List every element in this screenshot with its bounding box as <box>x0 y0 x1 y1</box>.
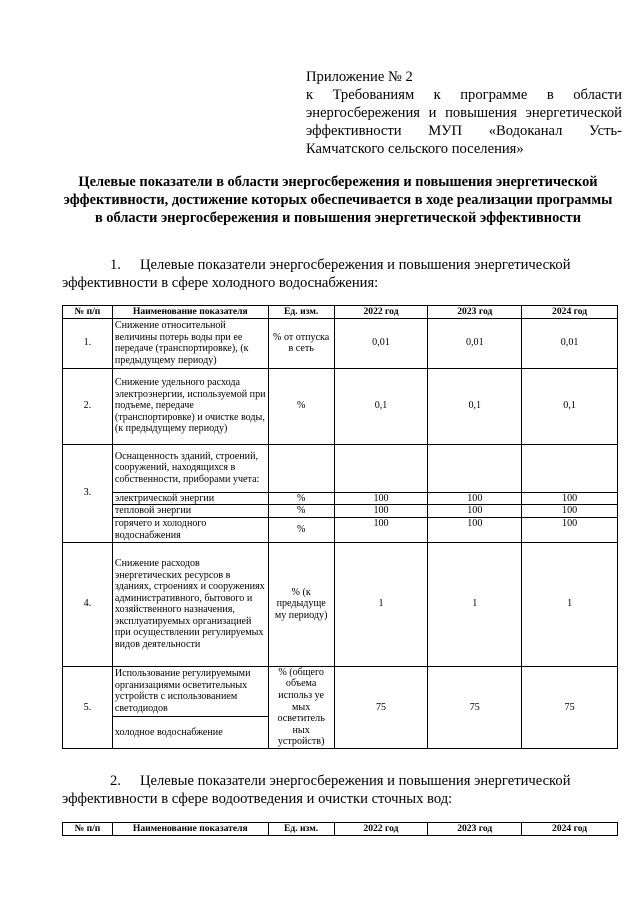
section-1-heading <box>62 256 618 292</box>
subrow-name: горячего и холодного водоснабжения <box>112 517 268 542</box>
subrow-value-2023: 100 <box>428 505 522 518</box>
row-value-2022: 0,1 <box>334 368 428 444</box>
section-number: 1. <box>110 257 121 273</box>
row-num: 2. <box>63 368 113 444</box>
document-title: Целевые показатели в области энергосбережения и повышения энергетической эффективности, достижение которых обеспечивается в ходе реализации программы в области энергосбережения и повышения энергетической эффективности <box>63 174 613 226</box>
row-unit-empty <box>268 444 334 492</box>
subrow-value-2024: 100 <box>522 517 618 542</box>
header-num: № п/п <box>63 306 113 319</box>
row-num: 5. <box>63 666 113 748</box>
row-name: Оснащенность зданий, строений, сооружений, находящихся в собственности, приборами учета: <box>112 444 268 492</box>
row-value-2024: 0,1 <box>522 368 618 444</box>
section-number: 2. <box>110 773 121 789</box>
header-unit: Ед. изм. <box>268 306 334 319</box>
row-value-2024: 0,01 <box>522 318 618 368</box>
table-subrow <box>63 492 618 505</box>
row-value-2023: 75 <box>428 666 522 748</box>
appendix-line: энергосбережения и повышения энергетической <box>306 105 622 121</box>
subrow-value-2022: 100 <box>334 492 428 505</box>
row-value-empty <box>428 444 522 492</box>
subrow-name: холодное водоснабжение <box>112 716 268 748</box>
table-row <box>63 368 618 444</box>
row-name: Использование регулируемыми организациями осветительных устройств с использованием светодиодов <box>112 666 268 716</box>
header-2024: 2024 год <box>522 823 618 836</box>
subrow-name: тепловой энергии <box>112 505 268 518</box>
subrow-unit: % <box>268 492 334 505</box>
section-2-heading <box>62 772 618 808</box>
table-row <box>63 444 618 492</box>
subrow-value-2022: 100 <box>334 505 428 518</box>
row-value-2023: 1 <box>428 542 522 666</box>
subrow-unit: % <box>268 517 334 542</box>
header-2022: 2022 год <box>334 306 428 319</box>
row-num: 4. <box>63 542 113 666</box>
row-unit: % от отпуска в сеть <box>268 318 334 368</box>
row-value-2023: 0,1 <box>428 368 522 444</box>
row-value-empty <box>334 444 428 492</box>
row-unit: % (к предыдуще му периоду) <box>268 542 334 666</box>
row-value-empty <box>522 444 618 492</box>
subrow-value-2024: 100 <box>522 505 618 518</box>
section-text: Целевые показатели энергосбережения и повышения энергетической <box>140 773 571 789</box>
subrow-value-2023: 100 <box>428 517 522 542</box>
header-name: Наименование показателя <box>112 306 268 319</box>
appendix-line: Приложение № 2 <box>306 69 413 85</box>
table-row <box>63 666 618 716</box>
header-unit: Ед. изм. <box>268 823 334 836</box>
row-value-2022: 0,01 <box>334 318 428 368</box>
table-row <box>63 318 618 368</box>
table-row <box>63 542 618 666</box>
section-text: эффективности в сфере водоотведения и очистки сточных вод: <box>62 791 453 807</box>
header-2022: 2022 год <box>334 823 428 836</box>
appendix-line: Камчатского сельского поселения» <box>306 141 524 157</box>
table-header-row <box>63 823 618 836</box>
row-num: 1. <box>63 318 113 368</box>
row-value-2024: 75 <box>522 666 618 748</box>
subrow-unit: % <box>268 505 334 518</box>
row-value-2024: 1 <box>522 542 618 666</box>
header-name: Наименование показателя <box>112 823 268 836</box>
row-value-2022: 1 <box>334 542 428 666</box>
appendix-line: эффективности МУП «Водоканал Усть- <box>306 123 622 139</box>
header-num: № п/п <box>63 823 113 836</box>
row-name: Снижение относительной величины потерь воды при ее передаче (транспортировке), (к предыдущему периоду) <box>112 318 268 368</box>
appendix-line: к Требованиям к программе в области <box>306 87 622 103</box>
row-name: Снижение расходов энергетических ресурсов в зданиях, строениях и сооружениях административного, бытового и хозяйственного назначения, эксплуатируемых организацией при осуществлении регулируемых видов деятельности <box>112 542 268 666</box>
subrow-value-2022: 100 <box>334 517 428 542</box>
subrow-name: электрической энергии <box>112 492 268 505</box>
row-name: Снижение удельного расхода электроэнергии, используемой при подъеме, передаче (транспортировке) и очистке воды, (к предыдущему периоду) <box>112 368 268 444</box>
section-text: Целевые показатели энергосбережения и повышения энергетической <box>140 257 571 273</box>
subrow-value-2023: 100 <box>428 492 522 505</box>
header-2023: 2023 год <box>428 306 522 319</box>
table-subrow <box>63 505 618 518</box>
cold-water-indicators-table <box>62 305 618 749</box>
header-2023: 2023 год <box>428 823 522 836</box>
row-unit: % <box>268 368 334 444</box>
row-num: 3. <box>63 444 113 542</box>
table-header-row <box>63 306 618 319</box>
section-text: эффективности в сфере холодного водоснабжения: <box>62 275 379 291</box>
row-value-2022: 75 <box>334 666 428 748</box>
row-value-2023: 0,01 <box>428 318 522 368</box>
subrow-value-2024: 100 <box>522 492 618 505</box>
appendix-block <box>306 68 622 158</box>
wastewater-indicators-table <box>62 822 618 836</box>
table-subrow <box>63 517 618 542</box>
header-2024: 2024 год <box>522 306 618 319</box>
row-unit: % (общего объема использ уе мых осветитель ных устройств) <box>268 666 334 748</box>
